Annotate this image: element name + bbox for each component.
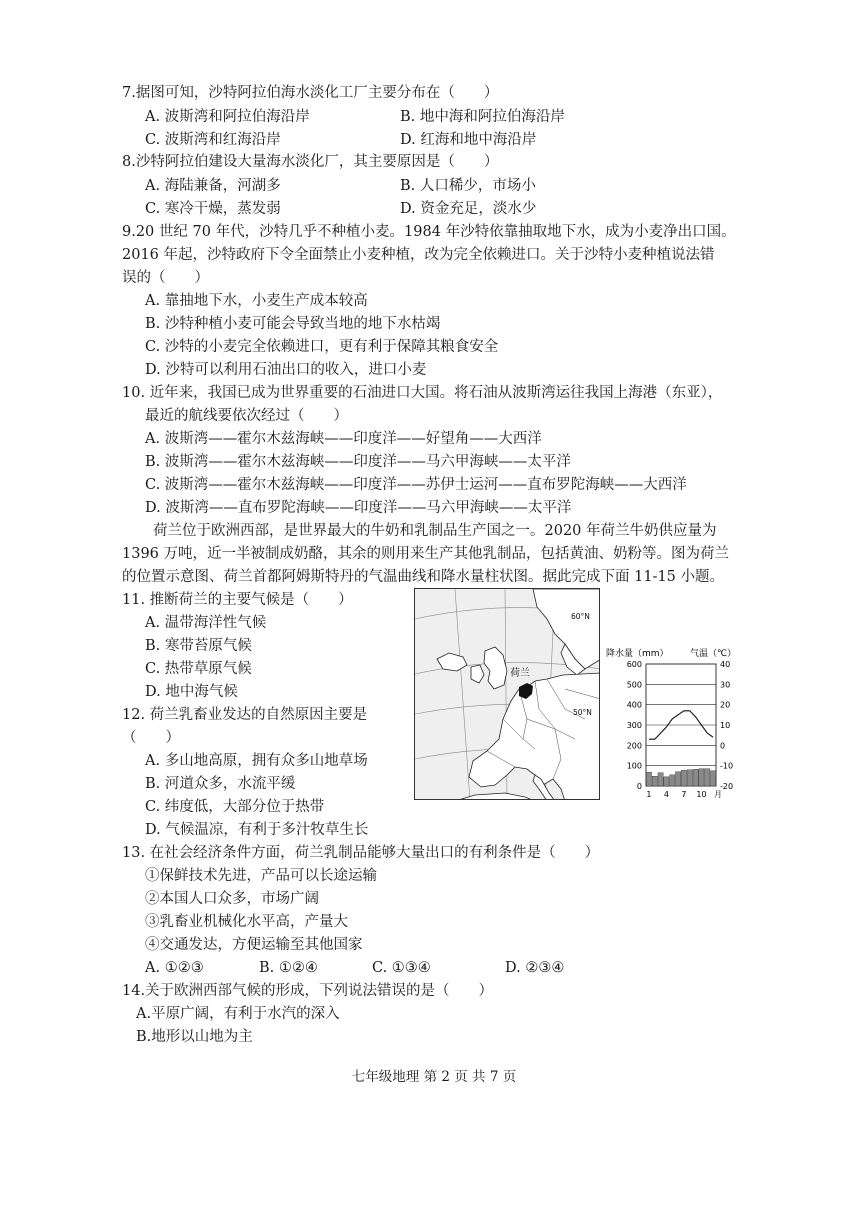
q9-option-a: A. 靠抽地下水，小麦生产成本较高 <box>145 293 368 309</box>
europe-map-svg <box>415 589 600 800</box>
q8-option-c: C. 寒冷干燥，蒸发弱 <box>145 201 281 217</box>
precip-bar <box>646 772 651 786</box>
q7-option-c: C. 波斯湾和红海沿岸 <box>145 132 281 148</box>
precip-bar <box>681 770 686 786</box>
q12-option-b: B. 河道众多，水流平缓 <box>145 776 296 792</box>
q13-statement-4: ④交通发达，方便运输至其他国家 <box>145 937 363 953</box>
intro-line3: 的位置示意图、荷兰首都阿姆斯特丹的气温曲线和降水量柱状图。据此完成下面 11-15 小题。 <box>122 569 725 585</box>
q13-statement-1: ①保鲜技术先进，产品可以长途运输 <box>145 868 377 884</box>
q7-option-b: B. 地中海和阿拉伯海沿岸 <box>400 109 565 125</box>
q13-stem: 13. 在社会经济条件方面，荷兰乳制品能够大量出口的有利条件是（ ） <box>122 845 600 861</box>
precip-bar <box>664 777 669 786</box>
europe-location-map <box>414 588 600 800</box>
precip-bar <box>687 770 692 786</box>
q14-option-b: B.地形以山地为主 <box>136 1029 253 1045</box>
q8-option-b: B. 人口稀少，市场小 <box>400 178 536 194</box>
q10-stem-line1: 10. 近年来，我国已成为世界重要的石油进口大国。将石油从波斯湾运往我国上海港（东亚）， <box>122 385 723 401</box>
q7-option-a: A. 波斯湾和阿拉伯海沿岸 <box>145 109 310 125</box>
map-label-netherlands: 荷兰 <box>510 668 530 679</box>
month-tick-label: 4 <box>663 790 669 799</box>
lat-50-label: 50°N <box>573 708 592 717</box>
q13-statement-2: ②本国人口众多，市场广阔 <box>145 891 319 907</box>
temp-axis-label: 气温（℃） <box>690 649 737 659</box>
q14-stem: 14.关于欧洲西部气候的形成，下列说法错误的是（ ） <box>122 983 494 999</box>
precip-tick-label: 600 <box>626 660 642 669</box>
intro-line2: 1396 万吨，近一半被制成奶酪，其余的则用来生产其他乳制品，包括黄油、奶粉等。图为荷兰 <box>122 546 730 562</box>
q11-stem: 11. 推断荷兰的主要气候是（ ） <box>122 592 353 608</box>
precip-tick-label: 400 <box>626 700 642 710</box>
climate-chart-svg <box>606 646 756 806</box>
q8-stem: 8.沙特阿拉伯建设大量海水淡化厂，其主要原因是（ ） <box>122 154 499 170</box>
q9-option-b: B. 沙特种植小麦可能会导致当地的地下水枯竭 <box>145 316 441 332</box>
temp-tick-label: 30 <box>720 680 731 690</box>
month-tick-label: 10 <box>696 790 707 799</box>
q13-option-d: D. ②③④ <box>505 960 565 976</box>
month-tick-label: 7 <box>681 790 687 799</box>
q13-option-c: C. ①③④ <box>372 960 431 976</box>
precip-tick-label: 100 <box>626 761 642 771</box>
q11-option-c: C. 热带草原气候 <box>145 661 252 677</box>
page-footer: 七年级地理 第 2 页 共 7 页 <box>351 1069 517 1085</box>
month-tick-label: 1 <box>646 790 652 799</box>
q7-option-d: D. 红海和地中海沿岸 <box>400 132 537 148</box>
q9-stem-line3: 误的（ ） <box>122 270 209 286</box>
lat-60-label: 60°N <box>571 612 590 621</box>
q11-option-b: B. 寒带苔原气候 <box>145 638 252 654</box>
precip-tick-label: 200 <box>626 741 642 751</box>
precip-tick-label: 0 <box>636 782 642 791</box>
q12-option-a: A. 多山地高原，拥有众多山地草场 <box>145 753 368 769</box>
q13-statement-3: ③乳畜业机械化水平高，产量大 <box>145 914 348 930</box>
temp-tick-label: -20 <box>720 782 734 791</box>
precip-tick-label: 300 <box>626 721 642 730</box>
netherlands-figure <box>414 588 754 800</box>
precip-bar <box>652 776 657 786</box>
temp-tick-label: 10 <box>720 721 731 730</box>
intro-line1: 荷兰位于欧洲西部，是世界最大的牛奶和乳制品生产国之一。2020 年荷兰牛奶供应量为 <box>153 523 717 539</box>
q9-stem-line1: 9.20 世纪 70 年代，沙特几乎不种植小麦。1984 年沙特依靠抽取地下水，成为小麦净出口国。 <box>122 224 736 240</box>
q12-stem-line1: 12. 荷兰乳畜业发达的自然原因主要是 <box>122 707 368 723</box>
climate-chart <box>606 646 756 806</box>
q8-option-a: A. 海陆兼备，河湖多 <box>145 178 281 194</box>
q12-option-c: C. 纬度低，大部分位于热带 <box>145 799 325 815</box>
q10-option-a: A. 波斯湾——霍尔木兹海峡——印度洋——好望角——大西洋 <box>145 431 542 447</box>
q9-option-c: C. 沙特的小麦完全依赖进口，更有利于保障其粮食安全 <box>145 339 499 355</box>
temp-tick-label: 0 <box>720 741 726 751</box>
q9-option-d: D. 沙特可以利用石油出口的收入，进口小麦 <box>145 362 427 378</box>
precip-bar <box>705 769 710 786</box>
q13-option-a: A. ①②③ <box>145 960 204 976</box>
q13-option-b: B. ①②④ <box>259 960 318 976</box>
q12-option-d: D. 气候温凉，有利于多汁牧草生长 <box>145 822 369 838</box>
q10-stem-line2: 最近的航线要依次经过（ ） <box>145 408 348 424</box>
precip-bar <box>699 769 704 786</box>
temp-tick-label: -10 <box>720 761 734 771</box>
temp-tick-label: 20 <box>720 700 731 710</box>
q7-stem: 7.据图可知，沙特阿拉伯海水淡化工厂主要分布在（ ） <box>122 85 499 101</box>
q11-option-a: A. 温带海洋性气候 <box>145 615 267 631</box>
precip-bar <box>710 771 715 786</box>
precip-bar <box>693 769 698 786</box>
q9-stem-line2: 2016 年起，沙特政府下令全面禁止小麦种植，改为完全依赖进口。关于沙特小麦种植说法错 <box>122 247 715 263</box>
precip-bar <box>658 773 663 786</box>
q12-stem-line2: （ ） <box>122 730 180 746</box>
q10-option-c: C. 波斯湾——霍尔木兹海峡——印度洋——苏伊士运河——直布罗陀海峡——大西洋 <box>145 477 687 493</box>
precip-bar <box>675 772 680 786</box>
precip-tick-label: 500 <box>626 680 642 690</box>
q11-option-d: D. 地中海气候 <box>145 684 238 700</box>
q8-option-d: D. 资金充足，淡水少 <box>400 201 537 217</box>
temp-tick-label: 40 <box>720 660 731 669</box>
q10-option-b: B. 波斯湾——霍尔木兹海峡——印度洋——马六甲海峡——太平洋 <box>145 454 571 470</box>
q14-option-a: A.平原广阔，有利于水汽的深入 <box>136 1006 340 1022</box>
q10-option-d: D. 波斯湾——直布罗陀海峡——印度洋——马六甲海峡——太平洋 <box>145 500 572 516</box>
precip-axis-label: 降水量（mm） <box>606 649 669 659</box>
month-unit-label: 月 <box>714 790 722 799</box>
precip-bar <box>670 775 675 786</box>
